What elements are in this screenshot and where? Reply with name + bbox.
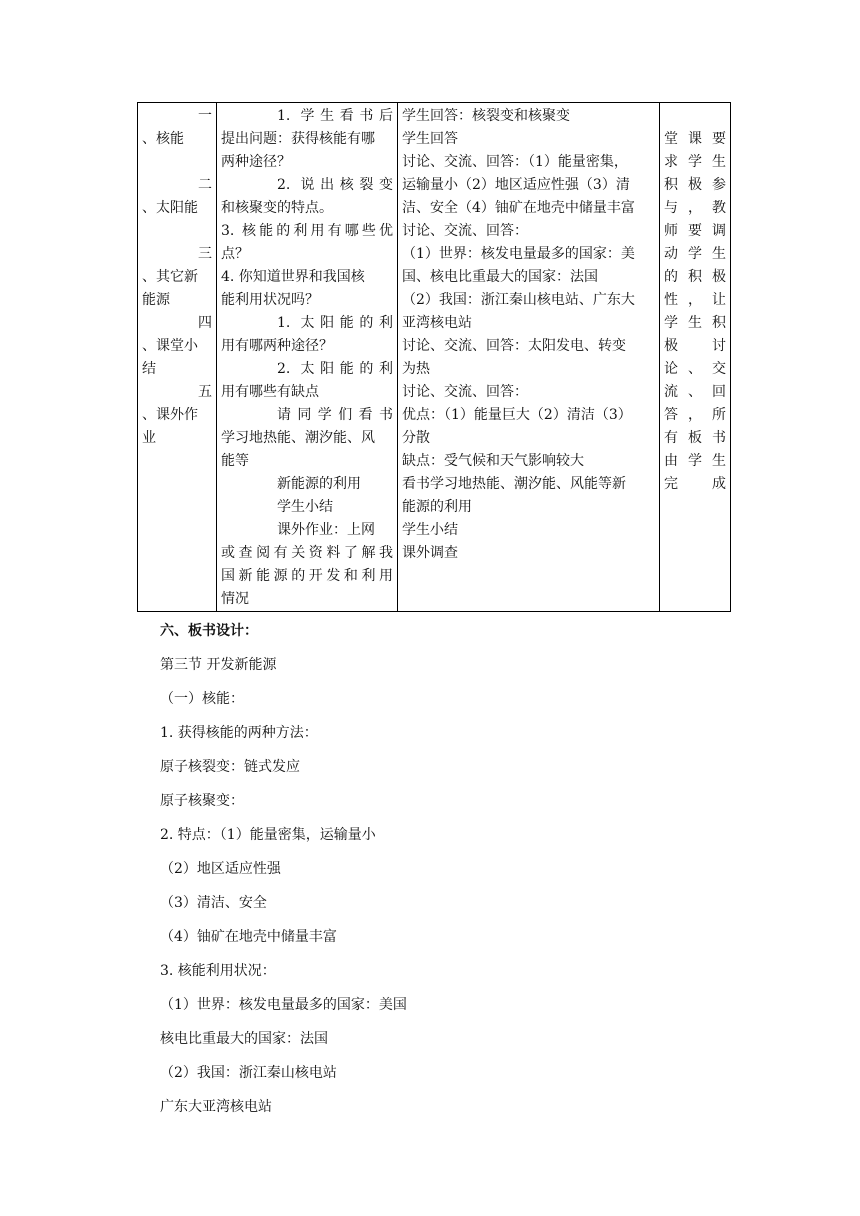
teacher-activity-line: 4. 你知道世界和我国核 xyxy=(221,269,365,285)
design-intent-line: 性，让 xyxy=(664,292,726,308)
section-label-line: 一 xyxy=(198,108,212,124)
teacher-activity-line: 2. 说出核裂变 xyxy=(277,177,393,193)
student-activity-line: 讨论、交流、回答： xyxy=(402,384,528,400)
teacher-activity-line: 3. 核能的利用有哪些优 xyxy=(221,223,393,239)
design-intent-line: 积极参 xyxy=(664,177,726,193)
board-line: 核电比重最大的国家：法国 xyxy=(160,1031,328,1047)
section-column xyxy=(138,103,217,612)
table-row xyxy=(138,103,731,612)
teacher-activity-line: 点？ xyxy=(221,246,249,262)
teacher-activity-line: 能等 xyxy=(221,453,249,469)
design-intent-line: 论、交 xyxy=(664,361,726,377)
student-activity-line: 讨论、交流、回答：（1）能量密集， xyxy=(402,154,628,170)
design-intent-line: 的积极 xyxy=(664,269,726,285)
teacher-activity-line: 能利用状况吗？ xyxy=(221,292,319,308)
student-activity-line: 学生回答 xyxy=(402,131,458,147)
student-activity-line: 分散 xyxy=(402,430,430,446)
student-activity-line: 学生小结 xyxy=(402,522,458,538)
student-activity-line: 讨论、交流、回答：太阳发电、转变 xyxy=(402,338,626,354)
student-activity-line: 能源的利用 xyxy=(402,499,472,515)
student-activity-line: （1）世界：核发电量最多的国家：美 xyxy=(402,246,635,262)
student-activity-line: （2）我国：浙江秦山核电站、广东大 xyxy=(402,292,635,308)
design-intent-line: 由学生 xyxy=(664,453,726,469)
design-intent-column xyxy=(660,103,731,612)
student-activity-line: 亚湾核电站 xyxy=(402,315,472,331)
design-intent-line: 流、回 xyxy=(664,384,726,400)
section-label-line: 、其它新 xyxy=(142,269,198,285)
section-label-line: 四 xyxy=(198,315,212,331)
design-intent-line: 动学生 xyxy=(664,246,726,262)
teacher-activity-line: 1. 太阳能的利 xyxy=(277,315,393,331)
board-line: 原子核裂变：链式发应 xyxy=(160,759,300,775)
section-label-line xyxy=(142,220,212,243)
board-line: 广东大亚湾核电站 xyxy=(160,1099,272,1115)
teacher-activity-line: 用有哪些有缺点 xyxy=(221,384,319,400)
board-design xyxy=(160,614,407,1124)
board-line: （2）我国：浙江秦山核电站 xyxy=(160,1065,337,1081)
design-intent-line: 与，教 xyxy=(664,200,726,216)
teacher-activity-line: 新能源的利用 xyxy=(277,476,361,492)
section-label-line xyxy=(142,151,212,174)
teacher-activity-line: 国新能源的开发和利用 xyxy=(221,568,393,584)
teacher-activity-column xyxy=(217,103,398,612)
student-activity-line: 运输量小（2）地区适应性强（3）清 xyxy=(402,177,630,193)
design-intent-line xyxy=(664,105,726,128)
student-activity-line: 讨论、交流、回答： xyxy=(402,223,528,239)
board-line: 第三节 开发新能源 xyxy=(160,657,277,673)
design-intent-line: 完成 xyxy=(664,476,726,492)
teacher-activity-line: 两种途径？ xyxy=(221,154,291,170)
section-label-line: 业 xyxy=(142,430,156,446)
student-activity-line: 国、核电比重最大的国家：法国 xyxy=(402,269,598,285)
section-label-line: 结 xyxy=(142,361,156,377)
design-intent-line: 求学生 xyxy=(664,154,726,170)
section-label-line: 能源 xyxy=(142,292,170,308)
section-label-line: 、课外作 xyxy=(142,407,198,423)
board-lines xyxy=(160,648,407,1124)
student-activity-line: 看书学习地热能、潮汐能、风能等新 xyxy=(402,476,626,492)
board-line: （1）世界：核发电量最多的国家：美国 xyxy=(160,997,407,1013)
design-intent-line: 学生积 xyxy=(664,315,726,331)
teacher-activity-line: 提出问题：获得核能有哪 xyxy=(221,131,375,147)
design-intent-line: 答，所 xyxy=(664,407,726,423)
design-intent-line: 堂课要 xyxy=(664,131,726,147)
board-heading: 六、板书设计： xyxy=(160,623,258,639)
student-activity-line: 缺点：受气候和天气影响较大 xyxy=(402,453,584,469)
teacher-activity-line: 课外作业：上网 xyxy=(277,522,375,538)
student-activity-line: 洁、安全（4）铀矿在地壳中储量丰富 xyxy=(402,200,635,216)
section-label-line: 三 xyxy=(198,246,212,262)
teacher-activity-line: 2. 太阳能的利 xyxy=(277,361,393,377)
student-activity-line: 课外调查 xyxy=(402,545,458,561)
lesson-table xyxy=(137,102,731,612)
student-activity-column xyxy=(398,103,660,612)
teacher-activity-line: 情况 xyxy=(221,591,249,607)
section-label-line: 、核能 xyxy=(142,131,184,147)
teacher-activity-line: 用有哪两种途径？ xyxy=(221,338,333,354)
board-line: 3. 核能利用状况： xyxy=(160,963,276,979)
board-line: 原子核聚变： xyxy=(160,793,244,809)
teacher-activity-line: 学习地热能、潮汐能、风 xyxy=(221,430,375,446)
teacher-activity-line: 请同学们看书 xyxy=(277,407,393,423)
board-line: （3）清洁、安全 xyxy=(160,895,267,911)
teacher-activity-line: 或查阅有关资料了解我 xyxy=(221,545,393,561)
board-line: （2）地区适应性强 xyxy=(160,861,281,877)
section-label-line: 、课堂小 xyxy=(142,338,198,354)
teacher-activity-line: 学生小结 xyxy=(277,499,333,515)
design-intent-line: 有板书 xyxy=(664,430,726,446)
teacher-activity-line: 和核聚变的特点。 xyxy=(221,200,333,216)
student-activity-line: 为热 xyxy=(402,361,430,377)
design-intent-line: 极 讨 xyxy=(664,338,726,354)
section-label-line: 五 xyxy=(198,384,212,400)
design-intent-line: 师要调 xyxy=(664,223,726,239)
board-line: （一）核能： xyxy=(160,691,244,707)
student-activity-line: 学生回答：核裂变和核聚变 xyxy=(402,108,570,124)
section-label-line: 、太阳能 xyxy=(142,200,198,216)
teacher-activity-line: 1. 学生看书后 xyxy=(277,108,393,124)
student-activity-line: 优点：（1）能量巨大（2）清洁（3） xyxy=(402,407,632,423)
board-line: 2. 特点：（1）能量密集，运输量小 xyxy=(160,827,376,843)
section-label-line: 二 xyxy=(198,177,212,193)
board-line: （4）铀矿在地壳中储量丰富 xyxy=(160,929,337,945)
board-line: 1. 获得核能的两种方法： xyxy=(160,725,318,741)
